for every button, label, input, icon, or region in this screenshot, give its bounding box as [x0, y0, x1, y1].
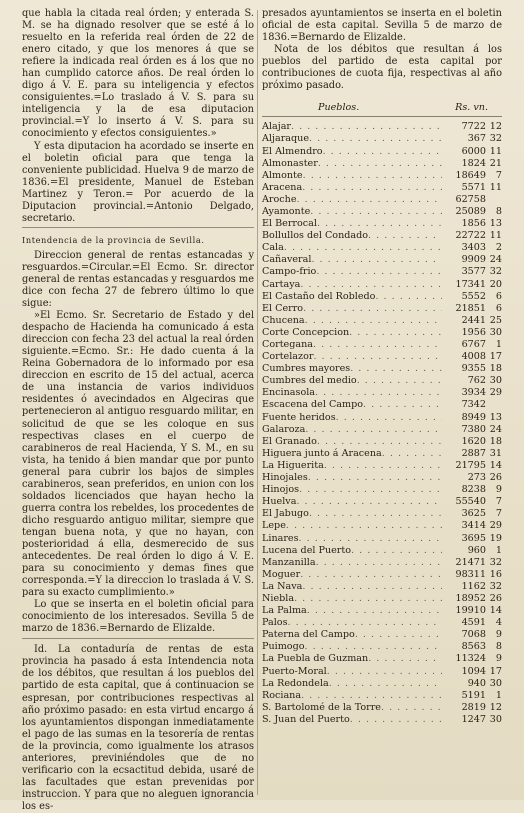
reales-value: 3577: [461, 266, 486, 278]
maravedis-value: 32: [489, 266, 502, 278]
leader-dots: [300, 279, 442, 291]
debt-table: [262, 121, 502, 726]
leader-dots: [313, 339, 442, 351]
table-row: [262, 412, 502, 424]
reales-value: 19910: [455, 605, 486, 617]
reales-value: 55540: [455, 496, 486, 508]
leader-dots: [355, 629, 442, 641]
reales-value: 3934: [461, 387, 486, 399]
table-row: [262, 484, 502, 496]
paragraph: que habla la citada real órden; y enterada S. M. se ha dignado resolver que se esté á lo resuelto en la referida real órden de 22 de enero citado, y que los menores á que se refiere la indicada real órden es á los que no han cumplido catorce años. De real órden lo digo á V. E. para su inteligencia y efectos consiguientes.=Lo traslado á V. S. para su inteligencia y la de esa diputacion provincial.=Y lo inserto á V. S. para su conocimiento y efectos consiguientes.»: [22, 8, 254, 140]
maravedis-value: 24: [489, 423, 502, 435]
maravedis-value: 1: [495, 544, 502, 556]
table-row: [262, 653, 502, 665]
table-row: [262, 363, 502, 375]
right-column: [262, 8, 502, 726]
table-row: [262, 508, 502, 520]
table-row: [262, 182, 502, 194]
reales-value: 7068: [461, 629, 486, 641]
pueblo-name: Corte Concepcion: [262, 326, 350, 338]
paragraph: Id. La contaduría de rentas de esta provincia ha pasado á esta Intendencia nota de los débitos, que resultan á los pueblos del partido de esta capital, que á continuacion se espresan, por contribuciones respectivas al año próximo pasado: en esta virtud encargo á los ayuntamientos dispongan inmediatamente el pago de las sumas en la tesorería de rentas de la provincia, como igualmente los atrasos anteriores, previniéndoles que de no verificario con la ecsactitud debida, usaré de las facultades que estan prevenidas por instruccion. Y para que no aleguen ignorancia los es-: [22, 644, 254, 812]
reales-value: 9909: [461, 254, 486, 266]
section-rule: [22, 227, 254, 228]
maravedis-value: 13: [489, 411, 502, 423]
maravedis-value: 31: [489, 447, 502, 459]
maravedis-value: 8: [495, 641, 502, 653]
reales-value: 940: [467, 677, 486, 689]
reales-value: 8949: [461, 411, 486, 423]
leader-dots: [305, 424, 442, 436]
table-header: [262, 102, 502, 113]
pueblo-name: La Redondela: [262, 677, 329, 689]
paragraph: Lo que se inserta en el boletin oficial para conocimiento de los interesados. Sevilla 5 de marzo de 1836.=Bernardo de Elizalde.: [22, 599, 254, 635]
pueblo-name: Cala: [262, 242, 284, 254]
table-row: [262, 448, 502, 460]
pueblo-name: S. Juan del Puerto: [262, 713, 350, 725]
reales-value: 3695: [461, 532, 486, 544]
leader-dots: [288, 617, 442, 629]
pueblo-name: Higuera junto á Aracena: [262, 447, 382, 459]
leader-dots: [301, 690, 442, 702]
maravedis-value: 11: [489, 145, 502, 157]
pueblo-name: Hinojos: [262, 484, 300, 496]
leader-dots: [336, 412, 442, 424]
leader-dots: [291, 121, 442, 133]
pueblo-name: Galaroza: [262, 423, 306, 435]
maravedis-value: 26: [489, 472, 502, 484]
pueblo-name: Huelva: [262, 496, 297, 508]
leader-dots: [308, 472, 442, 484]
pueblo-name: La Nava: [262, 580, 303, 592]
table-row: [262, 291, 502, 303]
table-row: [262, 158, 502, 170]
leader-dots: [363, 399, 442, 411]
pueblo-name: Niebla: [262, 592, 295, 604]
pueblo-name: Cortelazor: [262, 351, 314, 363]
pueblo-name: Aroche: [262, 193, 297, 205]
table-row: [262, 593, 502, 605]
table-row: [262, 678, 502, 690]
leader-dots: [305, 315, 442, 327]
table-row: [262, 436, 502, 448]
reales-value: 4008: [461, 351, 486, 363]
pueblo-name: Aracena: [262, 181, 303, 193]
column-divider: [257, 10, 258, 795]
pueblo-name: Hinojales: [262, 472, 308, 484]
table-row: [262, 533, 502, 545]
table-row: [262, 520, 502, 532]
table-row: [262, 146, 502, 158]
section-heading: Intendencia de la provincia de Sevilla.: [22, 234, 205, 245]
maravedis-value: 18: [489, 363, 502, 375]
maravedis-value: 1: [495, 339, 502, 351]
maravedis-value: 2: [495, 242, 502, 254]
table-row: [262, 424, 502, 436]
maravedis-value: 1: [495, 689, 502, 701]
leader-dots: [302, 182, 442, 194]
table-row: [262, 303, 502, 315]
reales-value: 18952: [455, 592, 486, 604]
maravedis-value: 11: [489, 181, 502, 193]
leader-dots: [315, 387, 442, 399]
reales-value: 1620: [461, 435, 486, 447]
pueblo-name: Lucena del Puerto: [262, 544, 352, 556]
pueblo-name: El Almendro: [262, 145, 323, 157]
maravedis-value: 25: [489, 314, 502, 326]
pueblo-name: Lepe: [262, 520, 286, 532]
reales-value: 5552: [461, 290, 486, 302]
table-row: [262, 629, 502, 641]
pueblo-name: Almonaster: [262, 157, 318, 169]
reales-value: 4591: [461, 617, 486, 629]
leader-dots: [302, 581, 442, 593]
reales-value: 3625: [461, 508, 486, 520]
maravedis-value: 7: [495, 496, 502, 508]
section-rule: [22, 638, 254, 639]
maravedis-value: 18: [489, 435, 502, 447]
leader-dots: [375, 291, 442, 303]
reales-value: 273: [467, 472, 486, 484]
reales-value: 7342: [461, 399, 486, 411]
pueblo-name: Cortegana: [262, 339, 313, 351]
pueblo-name: Moguer: [262, 568, 301, 580]
pueblo-name: Manzanilla: [262, 556, 316, 568]
maravedis-value: 30: [489, 326, 502, 338]
table-row: [262, 545, 502, 557]
reales-value: 960: [467, 544, 486, 556]
pueblo-name: Cumbres del medio: [262, 375, 357, 387]
maravedis-value: 21: [489, 157, 502, 169]
maravedis-value: 11: [489, 230, 502, 242]
table-row: [262, 460, 502, 472]
leader-dots: [286, 520, 442, 532]
leader-dots: [357, 375, 442, 387]
leader-dots: [323, 146, 442, 158]
pueblo-name: Paterna del Campo: [262, 629, 355, 641]
reales-value: 6000: [461, 145, 486, 157]
maravedis-value: 7: [495, 169, 502, 181]
maravedis-value: 6: [495, 302, 502, 314]
table-row: [262, 375, 502, 387]
pueblo-name: Cumbres mayores: [262, 363, 351, 375]
leader-dots: [307, 605, 442, 617]
leader-dots: [311, 254, 442, 266]
maravedis-value: 32: [489, 133, 502, 145]
leader-dots: [350, 363, 442, 375]
reales-value: 18649: [455, 169, 486, 181]
leader-dots: [317, 436, 442, 448]
reales-value: 762: [467, 375, 486, 387]
maravedis-value: 8: [495, 205, 502, 217]
reales-value: 17341: [455, 278, 486, 290]
reales-value: 8238: [461, 484, 486, 496]
leader-dots: [309, 508, 442, 520]
header-rs-vn: Rs. vn.: [455, 102, 488, 114]
reales-value: 1824: [461, 157, 486, 169]
leader-dots: [317, 218, 442, 230]
pueblo-name: Alajar: [262, 121, 291, 133]
reales-value: 3403: [461, 242, 486, 254]
leader-dots: [303, 170, 442, 182]
reales-value: 2441: [461, 314, 486, 326]
maravedis-value: 9: [495, 484, 502, 496]
reales-value: 11324: [455, 653, 486, 665]
pueblo-name: Linares: [262, 532, 299, 544]
pueblo-name: El Granado: [262, 435, 317, 447]
pueblo-name: El Castaño del Robledo: [262, 290, 376, 302]
table-row: [262, 194, 502, 206]
reales-value: 1956: [461, 326, 486, 338]
reales-value: 8563: [461, 641, 486, 653]
leader-dots: [318, 158, 442, 170]
table-row: [262, 581, 502, 593]
pueblo-name: El Berrocal: [262, 218, 317, 230]
pueblo-name: Almonte: [262, 169, 303, 181]
reales-value: 367: [467, 133, 486, 145]
pueblo-name: Encinasola: [262, 387, 316, 399]
leader-dots: [299, 484, 442, 496]
maravedis-value: 16: [489, 568, 502, 580]
maravedis-value: 12: [489, 701, 502, 713]
header-pueblos: Pueblos.: [318, 102, 360, 114]
pueblo-name: Palos: [262, 617, 288, 629]
paragraph: Nota de los débitos que resultan á los pueblos del partido de esta capital por contribuciones de cuota fija, respectivas al año próximo pasado.: [262, 44, 502, 92]
leader-dots: [313, 351, 442, 363]
table-row: [262, 339, 502, 351]
leader-dots: [294, 593, 442, 605]
leader-dots: [296, 496, 442, 508]
pueblo-name: La Higuerita: [262, 459, 324, 471]
reales-value: 5571: [461, 181, 486, 193]
maravedis-value: 20: [489, 278, 502, 290]
pueblo-name: Escacena del Campo: [262, 399, 364, 411]
table-row: [262, 170, 502, 182]
maravedis-value: 12: [489, 121, 502, 133]
maravedis-value: 24: [489, 254, 502, 266]
pueblo-name: Cañaveral: [262, 254, 312, 266]
maravedis-value: 14: [489, 605, 502, 617]
table-row: [262, 266, 502, 278]
maravedis-value: 17: [489, 351, 502, 363]
leader-dots: [310, 206, 442, 218]
maravedis-value: 17: [489, 665, 502, 677]
reales-value: 21851: [455, 302, 486, 314]
maravedis-value: 26: [489, 592, 502, 604]
table-row: [262, 690, 502, 702]
maravedis-value: 19: [489, 532, 502, 544]
table-row: [262, 242, 502, 254]
reales-value: 1247: [461, 713, 486, 725]
table-row: [262, 557, 502, 569]
table-row: [262, 569, 502, 581]
maravedis-value: 13: [489, 218, 502, 230]
maravedis-value: 32: [489, 580, 502, 592]
pueblo-name: Puimogo: [262, 641, 305, 653]
reales-value: 2819: [461, 701, 486, 713]
reales-value: 22722: [455, 230, 486, 242]
pueblo-name: La Palma: [262, 605, 307, 617]
pueblo-name: Puerto-Moral: [262, 665, 327, 677]
header-rule: [262, 116, 502, 117]
maravedis-value: 32: [489, 556, 502, 568]
watermark: [300, 706, 520, 786]
reales-value: 98311: [455, 568, 486, 580]
leader-dots: [327, 666, 442, 678]
maravedis-value: 6: [495, 290, 502, 302]
reales-value: 21471: [455, 556, 486, 568]
pueblo-name: S. Bartolomé de la Torre: [262, 701, 381, 713]
maravedis-value: 9: [495, 629, 502, 641]
table-row: [262, 351, 502, 363]
maravedis-value: 14: [489, 459, 502, 471]
reales-value: 1094: [461, 665, 486, 677]
table-row: [262, 279, 502, 291]
reales-value: 1856: [461, 218, 486, 230]
pueblo-name: Campo-frio: [262, 266, 317, 278]
table-row: [262, 315, 502, 327]
reales-value: 3414: [461, 520, 486, 532]
table-row: [262, 605, 502, 617]
leader-dots: [309, 133, 442, 145]
table-row: [262, 121, 502, 133]
table-row: [262, 206, 502, 218]
leader-dots: [349, 327, 442, 339]
table-row: [262, 387, 502, 399]
reales-value: 2887: [461, 447, 486, 459]
leader-dots: [368, 653, 442, 665]
pueblo-name: El Jabugo: [262, 508, 309, 520]
leader-dots: [316, 557, 442, 569]
maravedis-value: 30: [489, 713, 502, 725]
pueblo-name: Chucena: [262, 314, 305, 326]
reales-value: 25089: [455, 205, 486, 217]
pueblo-name: Cartaya: [262, 278, 301, 290]
leader-dots: [305, 641, 443, 653]
table-row: [262, 617, 502, 629]
leader-dots: [303, 303, 442, 315]
leader-dots: [351, 545, 442, 557]
reales-value: 1162: [461, 580, 486, 592]
reales-value: 9355: [461, 363, 486, 375]
table-row: [262, 133, 502, 145]
table-row: [262, 230, 502, 242]
leader-dots: [382, 448, 442, 460]
table-row: [262, 399, 502, 411]
table-row: [262, 472, 502, 484]
table-row: [262, 218, 502, 230]
table-row: [262, 666, 502, 678]
maravedis-value: 29: [489, 387, 502, 399]
leader-dots: [329, 678, 442, 690]
leader-dots: [368, 230, 442, 242]
maravedis-value: 7: [495, 508, 502, 520]
table-row: [262, 327, 502, 339]
paragraph: Y esta diputacion ha acordado se inserte en el boletin oficial para que tenga la conveniente publicidad. Huelva 9 de marzo de 1836.=El presidente, Manuel de Esteban Martinez y Teron.= Por acuerdo de la Diputacion provincial.=Antonio Delgado, secretario.: [22, 140, 254, 224]
leader-dots: [284, 242, 442, 254]
pueblo-name: El Cerro: [262, 302, 304, 314]
leader-dots: [316, 266, 442, 278]
maravedis-value: 9: [495, 653, 502, 665]
left-column: [22, 8, 254, 813]
paragraph: presados ayuntamientos se inserta en el boletin oficial de esta capital. Sevilla 5 de marzo de 1836.=Bernardo de Elizalde.: [262, 8, 502, 44]
maravedis-value: 30: [489, 677, 502, 689]
table-row: [262, 641, 502, 653]
maravedis-value: 29: [489, 520, 502, 532]
maravedis-value: 4: [495, 617, 502, 629]
paragraph: Direccion general de rentas estancadas y resguardos.=Circular.=El Ecmo. Sr. director general de rentas estancadas y resguardos me dice con fecha 27 de febrero último lo que sigue:: [22, 249, 254, 310]
pueblo-name: Fuente heridos: [262, 411, 336, 423]
pueblo-name: Bollullos del Condado: [262, 230, 369, 242]
reales-value: 62758: [455, 193, 486, 205]
leader-dots: [324, 460, 442, 472]
maravedis-value: 30: [489, 375, 502, 387]
table-row: [262, 254, 502, 266]
pueblo-name: Ayamonte: [262, 205, 311, 217]
reales-value: 21795: [455, 459, 486, 471]
leader-dots: [300, 569, 442, 581]
reales-value: 6767: [461, 339, 486, 351]
leader-dots: [297, 194, 442, 206]
reales-value: 5191: [461, 689, 486, 701]
paragraph: »El Ecmo. Sr. Secretario de Estado y del despacho de Hacienda ha comunicado á esta direccion con fecha 23 del actual la real órden siguiente.=Ecmo. Sr.: He dado cuenta á la Reina Gobernadora de lo informado por esa direccion en escrito de 15 del actual, acerca de una instancia de varios individuos residentes ó avecindados en Algeciras que pertenecieron al antiguo resguardo militar, en solicitud de que se les coloque en sus respectivas clases en el cuerpo de carabineros de real Hacienda, Y S. M., en su vista, ha tenido á bien mandar que por punto general para cubrir los bajos de simples carabineros, sean preferidos, en union con los soldados licenciados que hayan hecho la guerra contra los rebeldes, los procedentes de dicho resguardo antiguo militar, siempre que tengan buena nota, y que no hayan, con posterioridad á ella, desmerecido de sus antecedentes. De real órden lo digo á V. E. para su conocimiento y demas fines que corresponda.=Y la direccion lo traslada á V. S. para su exacto cumplimiento.»: [22, 310, 254, 599]
pueblo-name: La Puebla de Guzman: [262, 653, 369, 665]
table-row: [262, 496, 502, 508]
reales-value: 7380: [461, 423, 486, 435]
leader-dots: [299, 533, 442, 545]
reales-value: 7722: [461, 121, 486, 133]
pueblo-name: Rociana: [262, 689, 302, 701]
pueblo-name: Aljaraque: [262, 133, 309, 145]
